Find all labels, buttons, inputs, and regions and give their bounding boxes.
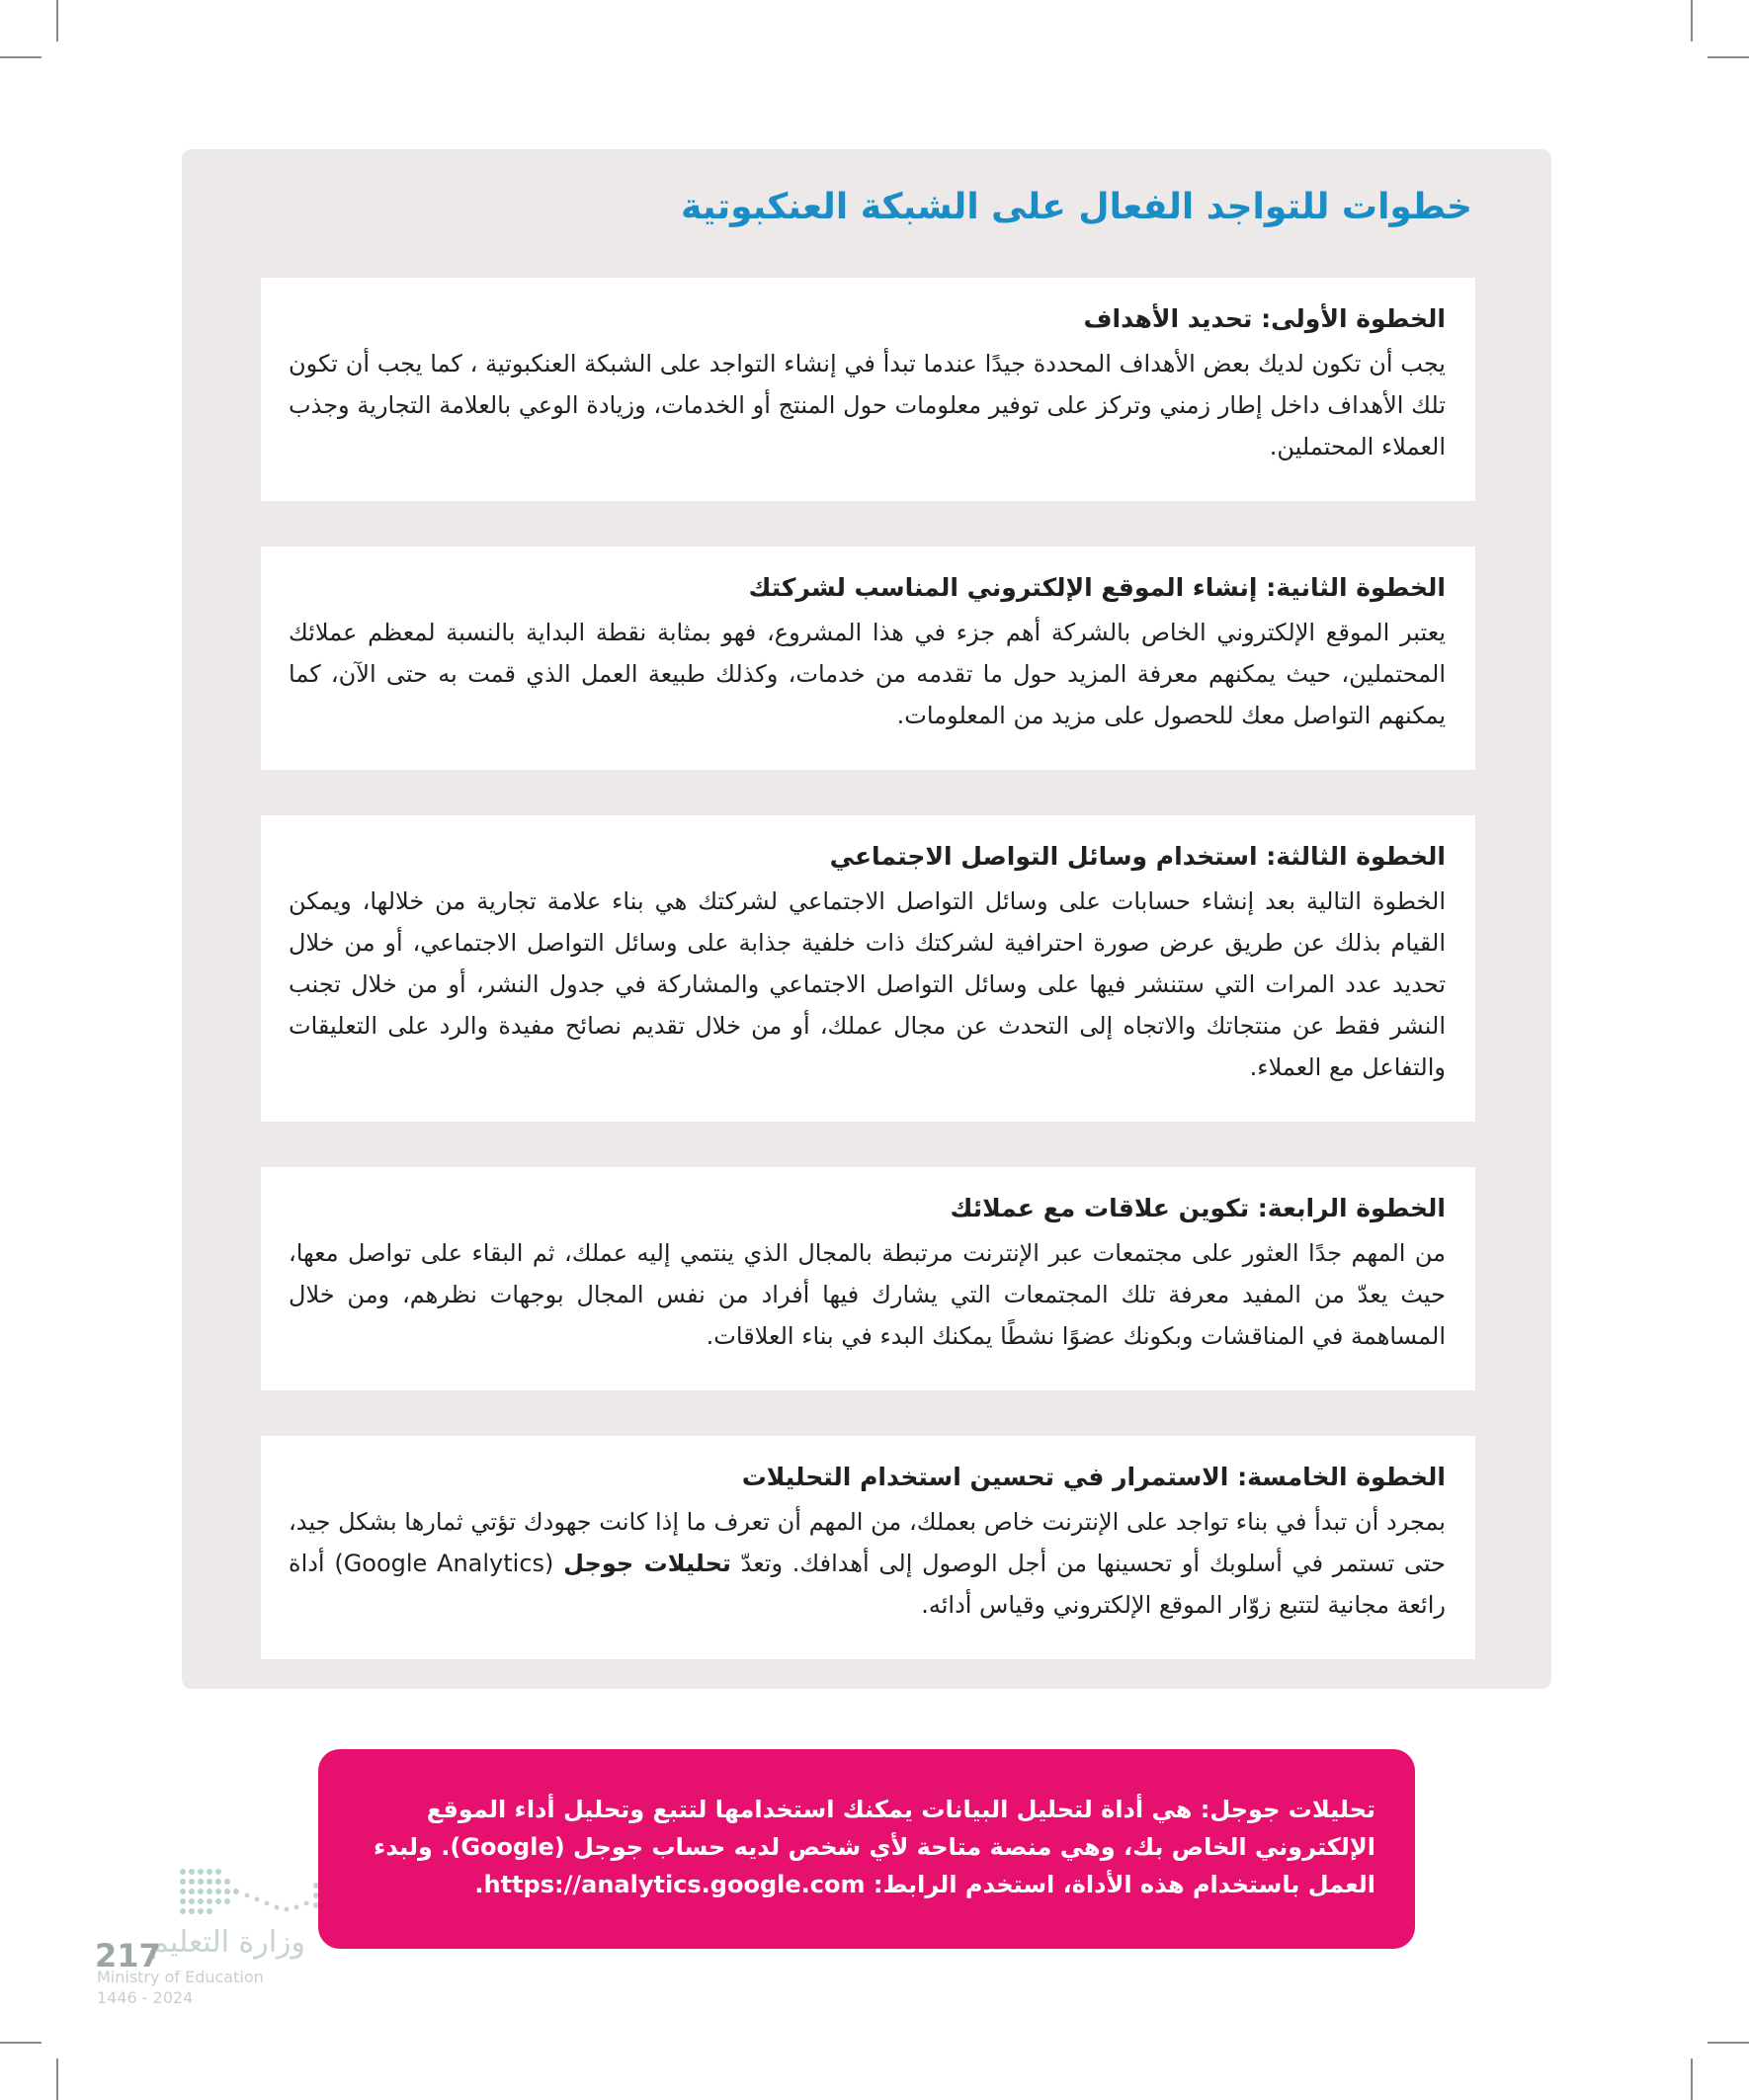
crop-mark <box>1691 2058 1693 2100</box>
step-title: إنشاء الموقع الإلكتروني المناسب لشركتك <box>748 573 1258 602</box>
step-title: تحديد الأهداف <box>1083 304 1253 333</box>
page-number: 217 <box>95 1937 161 1974</box>
step-title: تكوين علاقات مع عملائك <box>950 1194 1250 1222</box>
ministry-year: 2024 - 1446 <box>97 1988 194 2007</box>
step-label: الخطوة الأولى: <box>1261 304 1446 333</box>
step-heading <box>289 1189 1446 1228</box>
step-body: يعتبر الموقع الإلكتروني الخاص بالشركة أهم جزء في هذا المشروع، فهو بمثابة نقطة البداية بالنسبة لمعظم عملائك المحتملين، حيث يمكنهم معرفة المزيد حول ما تقدمه من خدمات، وكذلك طبيعة العمل الذي قمت به حتى الآن، كما يمكنهم التواصل معك للحصول على مزيد من المعلومات. <box>289 619 1446 729</box>
step-body: من المهم جدًا العثور على مجتمعات عبر الإنترنت مرتبطة بالمجال الذي ينتمي إليه عملك، ثم البقاء على تواصل معها، حيث يعدّ من المفيد معرفة تلك المجتمعات التي يشارك فيها أفراد من نفس المجال بوجهات نظرهم، ومن خلال المساهمة في المناقشات وبكونك عضوًا نشطًا يمكنك البدء في بناء العلاقات. <box>289 1239 1446 1350</box>
step-title: الاستمرار في تحسين استخدام التحليلات <box>741 1463 1229 1491</box>
step-card-5 <box>261 1436 1475 1659</box>
google-analytics-term: تحليلات جوجل <box>563 1550 731 1577</box>
step-heading <box>289 837 1446 877</box>
ministry-name-en: Ministry of Education <box>97 1968 264 1986</box>
step-heading <box>289 1458 1446 1497</box>
crop-mark <box>1691 0 1693 42</box>
step-label: الخطوة الخامسة: <box>1237 1463 1446 1491</box>
panel-title: خطوات للتواجد الفعال على الشبكة العنكبوتية <box>681 187 1472 227</box>
step-title: استخدام وسائل التواصل الاجتماعي <box>829 842 1258 871</box>
step-label: الخطوة الرابعة: <box>1257 1194 1446 1222</box>
crop-mark <box>56 0 58 42</box>
ministry-name-ar: وزارة التعليم <box>150 1925 306 1960</box>
step-body-text: (Google Analytics) أداة رائعة مجانية لتتبع زوّار الموقع الإلكتروني وقياس أدائه. <box>289 1550 1446 1619</box>
crop-mark <box>56 2058 58 2100</box>
step-heading <box>289 568 1446 608</box>
step-card-1 <box>261 278 1475 501</box>
step-heading <box>289 299 1446 339</box>
crop-mark <box>0 2042 42 2044</box>
step-body: الخطوة التالية بعد إنشاء حسابات على وسائل التواصل الاجتماعي لشركتك هي بناء علامة تجارية من خلالها، ويمكن القيام بذلك عن طريق عرض صورة احترافية لشركتك ذات خلفية جذابة على وسائل التواصل الاجتماعي، أو من خلال تحديد عدد المرات التي ستنشر فيها على وسائل التواصل الاجتماعي والمشاركة في جدول النشر، أو من خلال تجنب النشر فقط عن منتجاتك والاتجاه إلى التحدث عن مجال عملك، أو من خلال تقديم نصائح مفيدة والرد على التعليقات والتفاعل مع العملاء. <box>289 887 1446 1081</box>
crop-mark <box>1707 56 1749 58</box>
step-card-3 <box>261 815 1475 1122</box>
step-body-text: بمجرد أن تبدأ في بناء تواجد على الإنترنت خاص بعملك، من المهم أن تعرف ما إذا كانت جهودك تؤتي ثمارها بشكل جيد، حتى تستمر في أسلوبك أو تحسينها من أجل الوصول إلى أهدافك. وتعدّ <box>289 1508 1447 1577</box>
step-card-2 <box>261 546 1475 770</box>
crop-mark <box>1707 2042 1749 2044</box>
definition-text: تحليلات جوجل: هي أداة لتحليل البيانات يمكنك استخدامها لتتبع وتحليل أداء الموقع الإلكتروني الخاص بك، وهي منصة متاحة لأي شخص لديه حساب جوجل (Google). ولبدء العمل باستخدام هذه الأداة، استخدم الرابط: https://analytics.google.com. <box>374 1796 1375 1898</box>
steps-panel <box>182 149 1551 1689</box>
step-body: يجب أن تكون لديك بعض الأهداف المحددة جيدًا عندما تبدأ في إنشاء التواجد على الشبكة العنكبوتية ، كما يجب أن تكون تلك الأهداف داخل إطار زمني وتركز على توفير معلومات حول المنتج أو الخدمات، وزيادة الوعي بالعلامة التجارية وجذب العملاء المحتملين. <box>289 350 1446 461</box>
crop-mark <box>0 56 42 58</box>
step-body <box>289 1501 1446 1626</box>
step-label: الخطوة الثالثة: <box>1266 842 1446 871</box>
definition-note <box>318 1749 1415 1949</box>
step-card-4 <box>261 1167 1475 1390</box>
step-label: الخطوة الثانية: <box>1266 573 1446 602</box>
